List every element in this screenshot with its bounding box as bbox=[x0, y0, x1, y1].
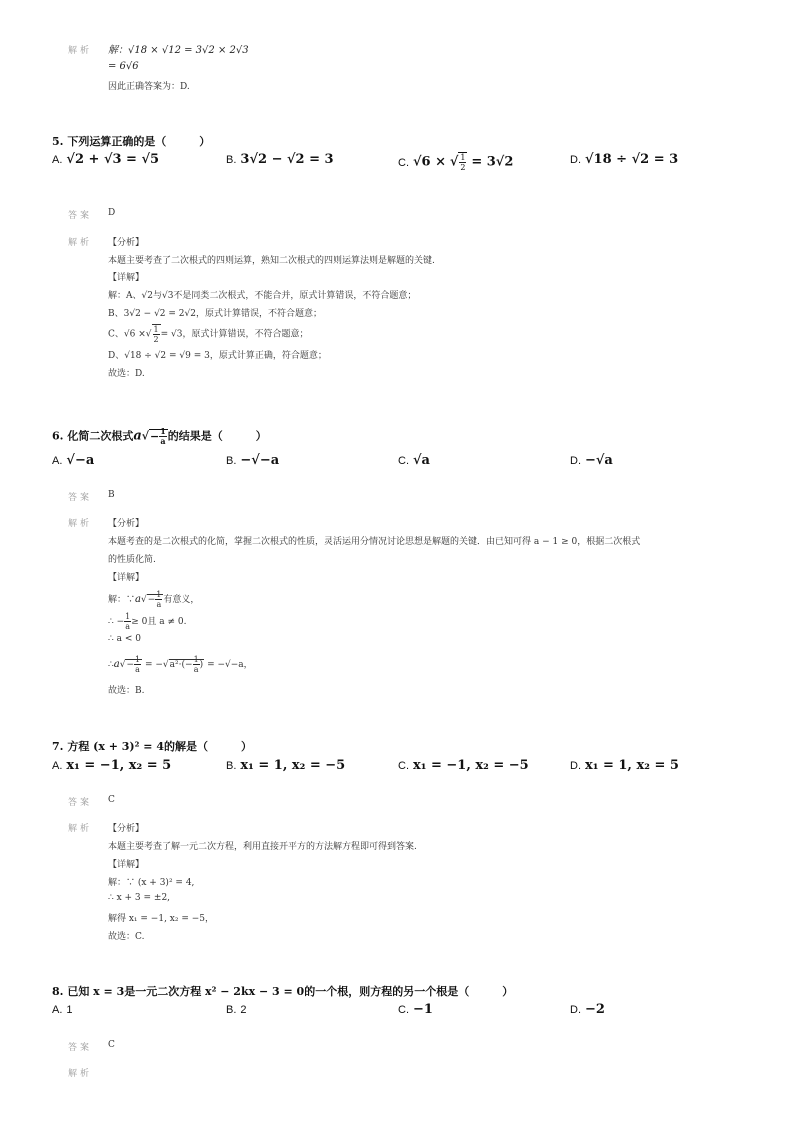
analysis-label: 解析 bbox=[68, 824, 93, 834]
option-letter: B. bbox=[226, 455, 237, 467]
option-c[interactable] bbox=[398, 758, 529, 773]
fraction: $\frac{1}{a}$ bbox=[156, 590, 162, 609]
option-a[interactable] bbox=[52, 453, 94, 468]
analysis-line: 的性质化简. bbox=[108, 555, 156, 565]
analysis-label: 解析 bbox=[68, 46, 93, 56]
answer-label: 答案 bbox=[68, 493, 93, 503]
analysis-line: 故选：C. bbox=[108, 932, 145, 942]
fraction: $\frac{1}{2}$ bbox=[460, 153, 466, 172]
option-text: −1 bbox=[413, 1002, 433, 1017]
analysis-line: 【详解】 bbox=[108, 573, 145, 583]
question-title: 7. 方程 (x + 3)² = 4的解是（ ） bbox=[52, 740, 252, 753]
option-d[interactable] bbox=[570, 152, 678, 167]
analysis-line: = 6√6 bbox=[108, 61, 139, 72]
option-letter: D. bbox=[570, 760, 581, 772]
analysis-line: ∴ x + 3 = ±2, bbox=[108, 893, 171, 903]
answer-value: C bbox=[108, 1040, 115, 1050]
analysis-label: 解析 bbox=[68, 1069, 93, 1079]
fraction: $\frac{1}{a}$ bbox=[135, 655, 141, 674]
option-c[interactable] bbox=[398, 453, 430, 468]
answer-value: C bbox=[108, 795, 115, 805]
analysis-label: 解析 bbox=[68, 519, 93, 529]
option-text: 1 bbox=[66, 1004, 73, 1016]
option-b[interactable] bbox=[226, 152, 334, 167]
option-letter: D. bbox=[570, 455, 581, 467]
option-c[interactable] bbox=[398, 1002, 433, 1017]
option-text: x₁ = 1, x₂ = 5 bbox=[585, 758, 679, 773]
option-text: √6 × bbox=[413, 154, 447, 170]
analysis-line: 因此正确答案为：D. bbox=[108, 82, 190, 92]
question-title: 8. 已知 x = 3是一元二次方程 x² − 2kx − 3 = 0的一个根，则方程的另一个根是（ ） bbox=[52, 985, 514, 998]
analysis-line: D、√18 ÷ √2 = √9 = 3，原式计算正确，符合题意； bbox=[108, 351, 327, 361]
option-text: √−a bbox=[66, 453, 95, 468]
option-letter: A. bbox=[52, 455, 63, 467]
option-letter: D. bbox=[570, 154, 581, 166]
option-letter: D. bbox=[570, 1004, 581, 1016]
option-letter: B. bbox=[226, 760, 237, 772]
option-letter: B. bbox=[226, 1004, 237, 1016]
analysis-line: 解：A、√2与√3不是同类二次根式，不能合并，原式计算错误，不符合题意； bbox=[108, 291, 417, 301]
fraction: $\frac{1}{a}$ bbox=[160, 426, 166, 446]
option-text: √2 + √3 = √5 bbox=[66, 152, 160, 167]
option-a[interactable] bbox=[52, 1002, 73, 1016]
option-d[interactable] bbox=[570, 758, 679, 773]
analysis-line: 故选：B. bbox=[108, 686, 145, 696]
option-text: 3√2 − √2 = 3 bbox=[240, 152, 334, 167]
option-text: −√a bbox=[585, 453, 613, 468]
fraction: $\frac{1}{a}$ bbox=[125, 612, 131, 631]
analysis-line: 【详解】 bbox=[108, 860, 145, 870]
fraction: $\frac{1}{2}$ bbox=[153, 325, 159, 344]
answer-label: 答案 bbox=[68, 1043, 93, 1053]
answer-value: B bbox=[108, 490, 115, 500]
analysis-line: ∴a√− $\frac{1}{a}$ = −√a²·(− $\frac{1}{a}$ ) = −√−a， bbox=[108, 655, 253, 674]
analysis-line: ∴ − $\frac{1}{a}$ ≥ 0且 a ≠ 0. bbox=[108, 612, 187, 631]
option-text: √18 ÷ √2 = 3 bbox=[585, 152, 679, 167]
question-title: 6. 化简二次根式a√− $\frac{1}{a}$ 的结果是（ ） bbox=[52, 426, 267, 446]
answer-value: D bbox=[108, 208, 116, 218]
question-title: 5. 下列运算正确的是（ ） bbox=[52, 135, 211, 148]
analysis-line: 【详解】 bbox=[108, 273, 145, 283]
option-letter: A. bbox=[52, 154, 63, 166]
analysis-line: 故选：D. bbox=[108, 369, 145, 379]
option-letter: C. bbox=[398, 1004, 409, 1016]
option-c[interactable]: C. √6 × √ $\frac{1}{2}$ = 3√2 bbox=[398, 153, 514, 172]
analysis-line: 【分析】 bbox=[108, 824, 145, 834]
option-text: = 3√2 bbox=[471, 154, 514, 170]
option-letter: B. bbox=[226, 154, 237, 166]
option-letter: A. bbox=[52, 1004, 63, 1016]
analysis-line: 本题主要考查了二次根式的四则运算，熟知二次根式的四则运算法则是解题的关键. bbox=[108, 256, 435, 266]
analysis-line: 本题主要考查了解一元二次方程，利用直接开平方的方法解方程即可得到答案. bbox=[108, 842, 417, 852]
option-text: −√−a bbox=[240, 453, 280, 468]
option-b[interactable] bbox=[226, 1002, 247, 1016]
option-text: −2 bbox=[585, 1002, 605, 1017]
option-text: 2 bbox=[240, 1004, 247, 1016]
option-letter: C. bbox=[398, 156, 409, 169]
option-text: √a bbox=[413, 453, 430, 468]
option-d[interactable] bbox=[570, 1002, 605, 1017]
analysis-line: 解得 x₁ = −1, x₂ = −5， bbox=[108, 914, 215, 924]
option-d[interactable] bbox=[570, 453, 613, 468]
answer-label: 答案 bbox=[68, 798, 93, 808]
option-letter: C. bbox=[398, 760, 409, 772]
analysis-line: ∴ a < 0 bbox=[108, 634, 141, 644]
analysis-line: C、√6 ×√ $\frac{1}{2}$ = √3，原式计算错误，不符合题意； bbox=[108, 325, 309, 344]
option-b[interactable] bbox=[226, 758, 345, 773]
option-text: x₁ = 1, x₂ = −5 bbox=[240, 758, 346, 773]
option-b[interactable] bbox=[226, 453, 279, 468]
radicand: − $\frac{1}{a}$ bbox=[150, 426, 166, 446]
option-letter: C. bbox=[398, 455, 409, 467]
option-text: x₁ = −1, x₂ = −5 bbox=[413, 758, 529, 773]
analysis-line: B、3√2 − √2 = 2√2，原式计算错误，不符合题意； bbox=[108, 309, 322, 319]
answer-label: 答案 bbox=[68, 211, 93, 221]
analysis-line: 【分析】 bbox=[108, 238, 145, 248]
analysis-line: 【分析】 bbox=[108, 519, 145, 529]
analysis-line: 解：∵a√− $\frac{1}{a}$ 有意义， bbox=[108, 590, 200, 609]
option-letter: A. bbox=[52, 760, 63, 772]
option-text: x₁ = −1, x₂ = 5 bbox=[66, 758, 172, 773]
analysis-line: 解：√18 × √12 = 3√2 × 2√3 bbox=[108, 45, 249, 56]
analysis-line: 本题考查的是二次根式的化简，掌握二次根式的性质，灵活运用分情况讨论思想是解题的关键．由已知可得 a − 1 ≥ 0，根据二次根式 bbox=[108, 537, 641, 547]
fraction: $\frac{1}{a}$ bbox=[193, 655, 199, 674]
analysis-line: 解：∵ (x + 3)² = 4, bbox=[108, 878, 195, 888]
option-a[interactable] bbox=[52, 152, 159, 167]
analysis-label: 解析 bbox=[68, 238, 93, 248]
option-a[interactable] bbox=[52, 758, 171, 773]
